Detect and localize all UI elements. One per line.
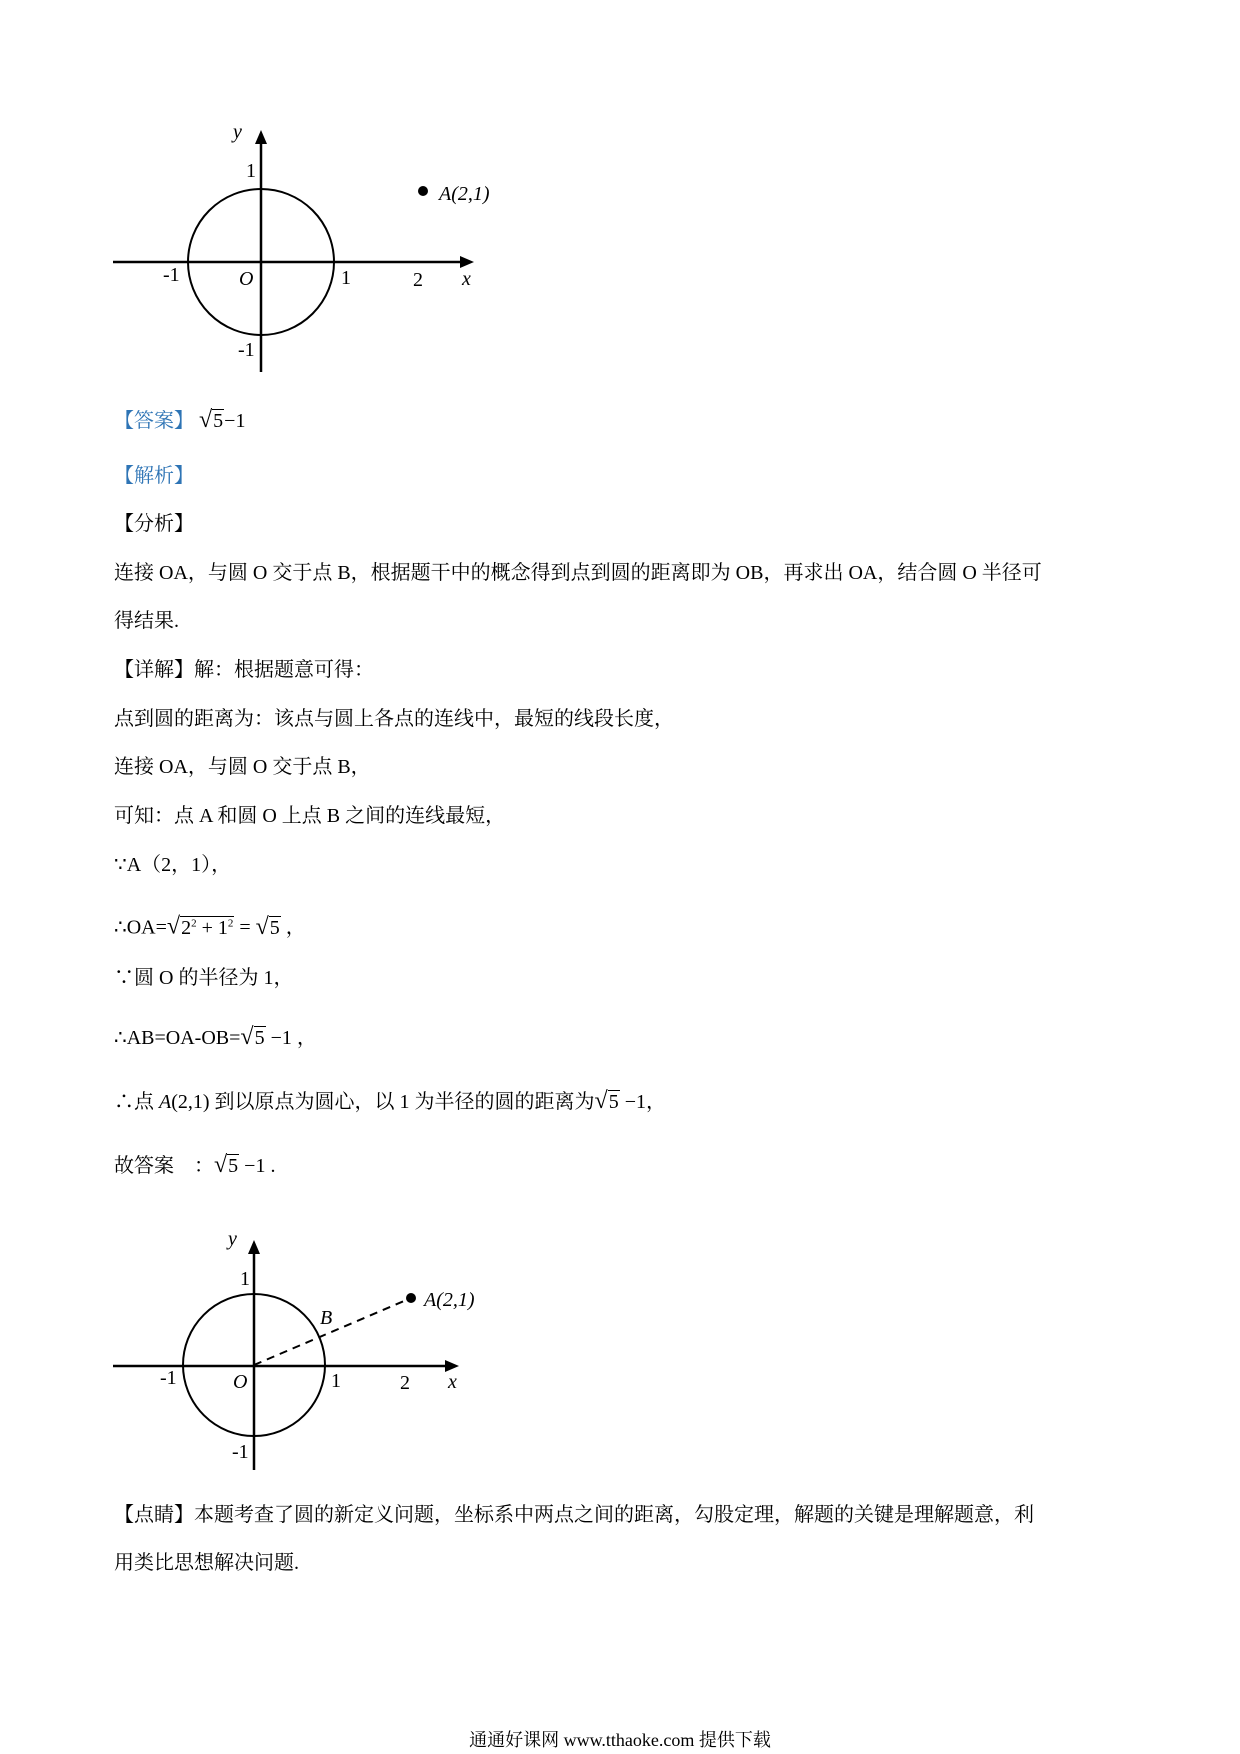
detail-intro: 解：根据题意可得： [194, 659, 374, 681]
detail-line6: ∵圆 O 的半径为 1， [114, 967, 294, 989]
detail-line7 [114, 1025, 317, 1050]
figure-2-coordinate-diagram [0, 1225, 520, 1485]
fenxi-line1: 连接 OA，与圆 O 交于点 B，根据题干中的概念得到点到圆的距离即为 OB，再求出 OA，结合圆 O 半径可 [114, 562, 1042, 584]
segment-oa-dashed [254, 1298, 411, 1365]
y-axis-arrow-icon [248, 1240, 260, 1254]
tick-y-neg1: -1 [238, 339, 255, 361]
tick-x-neg1: -1 [160, 1367, 177, 1389]
l5-sqrt1: $√2^2 + 1^2$ [166, 913, 234, 940]
x-axis-label: x [462, 268, 471, 290]
l7-sqrt: √5 [240, 1024, 265, 1050]
x-axis-arrow-icon [460, 256, 474, 268]
detail-line8 [114, 1089, 666, 1114]
detail-label: 【详解】 [114, 659, 194, 681]
y-axis-arrow-icon [255, 130, 267, 144]
point-a-label: A(2,1) [439, 183, 490, 205]
point-a [418, 186, 428, 196]
y-axis-label: y [233, 121, 242, 143]
detail-line9 [114, 1153, 275, 1178]
l7-rest: −1 ， [265, 1027, 317, 1049]
tick-x-2: 2 [400, 1372, 410, 1394]
dianjing-line1 [114, 1503, 1034, 1527]
detail-line2: 连接 OA，与圆 O 交于点 B， [114, 756, 371, 778]
answer-label: 【答案】 [114, 410, 194, 432]
l8-rest: −1， [619, 1091, 666, 1113]
l5-sqrt2: √5 [255, 913, 280, 940]
l8-prefix: ∴点 [114, 1091, 159, 1113]
detail-line3: 可知：点 A 和圆 O 上点 B 之间的连线最短， [114, 805, 506, 827]
dianjing-label: 【点睛】 [114, 1504, 194, 1526]
l8-coords: (2,1) [171, 1091, 210, 1113]
l9-rest: −1 . [239, 1155, 276, 1177]
l8-mid: 到以原点为圆心，以 1 为半径的圆的距离为 [209, 1091, 595, 1113]
footer-watermark: 通通好课网 www.tthaoke.com 提供下载 [469, 1730, 771, 1750]
l5-end: ， [280, 916, 306, 939]
tick-y-1: 1 [240, 1268, 250, 1290]
l8-sqrt: √5 [594, 1088, 619, 1114]
b-label: B [320, 1307, 333, 1329]
detail-line1: 点到圆的距离为：该点与圆上各点的连线中，最短的线段长度， [114, 708, 674, 730]
l7-prefix: ∴AB=OA-OB= [114, 1027, 241, 1049]
l9-sqrt: √5 [214, 1152, 239, 1178]
l5-prefix: ∴OA= [114, 916, 167, 939]
origin-label: O [239, 268, 254, 290]
l8-point: A [159, 1091, 172, 1113]
analysis-label: 【解析】 [114, 465, 194, 487]
tick-y-neg1: -1 [232, 1441, 249, 1463]
answer-line [114, 408, 245, 433]
l5-eq: = [234, 916, 256, 939]
fenxi-line2: 得结果. [114, 610, 179, 632]
point-a [406, 1293, 416, 1303]
tick-y-1: 1 [246, 160, 256, 182]
x-axis-label: x [448, 1371, 457, 1393]
detail-header [114, 658, 374, 682]
answer-rest: −1 [224, 410, 246, 432]
fenxi-label: 【分析】 [114, 513, 194, 535]
tick-x-2: 2 [413, 269, 423, 291]
origin-label: O [233, 1371, 248, 1393]
figure-1-coordinate-diagram [0, 100, 520, 400]
detail-line5 [114, 911, 306, 940]
y-axis-label: y [228, 1228, 237, 1250]
tick-x-1: 1 [331, 1370, 341, 1392]
answer-sqrt: √5 [199, 407, 224, 433]
point-a-label: A(2,1) [424, 1289, 475, 1311]
tick-x-neg1: -1 [163, 264, 180, 286]
l9-prefix: 故答案 ： [114, 1155, 214, 1177]
dianjing-text1: 本题考查了圆的新定义问题，坐标系中两点之间的距离，勾股定理，解题的关键是理解题意，利 [194, 1504, 1034, 1526]
tick-x-1: 1 [341, 267, 351, 289]
dianjing-line2: 用类比思想解决问题. [114, 1552, 299, 1574]
detail-line4: ∵A（2，1）， [114, 854, 232, 876]
